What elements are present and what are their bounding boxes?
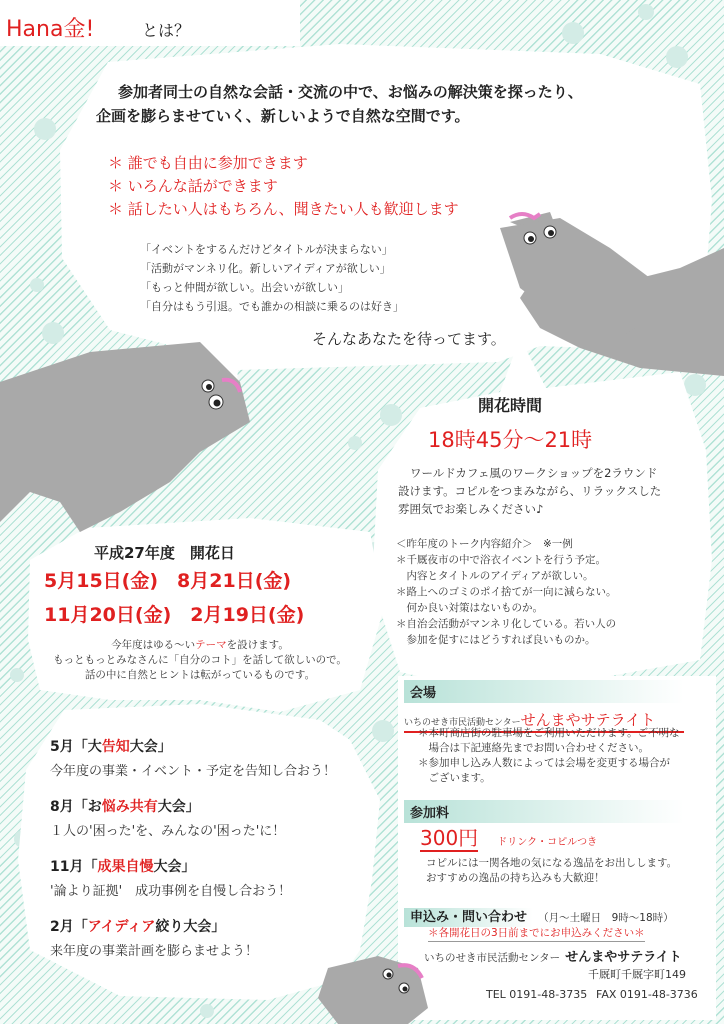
venue-note: ございます。 <box>418 772 491 784</box>
intro-line: 企画を膨らませていく、新しいようで自然な空間です。 <box>96 107 470 125</box>
quote-item: 「活動がマンネリ化。新しいアイディアが欲しい」 <box>140 262 391 275</box>
event-description: １人の'困った'を、みんなの'困った'に！ <box>50 824 286 839</box>
event-item <box>50 916 258 959</box>
venue-heading: 会場 <box>404 680 684 703</box>
venue-note: ＊本町商店街の駐車場をご利用いただけます。ご不明な <box>418 727 680 739</box>
event-title-post: 大会」 <box>157 799 200 815</box>
example-list <box>396 536 617 648</box>
event-item <box>50 856 291 899</box>
quote-item: 「もっと仲間が欲しい。出会いが欲しい」 <box>140 281 349 294</box>
fee-price-row <box>420 822 597 851</box>
event-item <box>50 736 336 779</box>
feature-item: ＊ いろんな話ができます <box>108 177 278 195</box>
opening-time-heading: 開花時間 <box>478 396 543 415</box>
schedule-dates-row: 5月15日(金) 8月21日(金) <box>44 570 292 592</box>
description-line: 雰囲気でお楽しみください♪ <box>398 502 544 516</box>
fee-note: ドリンク・コピルつき <box>497 837 598 848</box>
event-title-keyword: 成果自慢 <box>97 859 154 875</box>
contact-address: 千厩町千厩字町149 <box>588 968 686 981</box>
theme-line: 話の中に自然とヒントは転がっているものです。 <box>84 669 316 681</box>
fee-heading: 参加料 <box>404 800 684 823</box>
contact-deadline: ＊各開花日の3日前までにお申込みください＊ <box>428 926 645 942</box>
example-line: ＊自治会活動がマンネリ化している。若い人の <box>396 618 617 630</box>
example-line: ＊千厩夜市の中で浴衣イベントを行う予定。 <box>396 554 606 566</box>
contact-org-prefix: いちのせき市民活動センター <box>424 952 561 964</box>
page-title: Hana金! <box>6 17 95 42</box>
fee-price: 300円 <box>420 826 479 850</box>
opening-time: 18時45分〜21時 <box>428 428 593 452</box>
venue-prefix: いちのせき市民活動センター <box>404 718 521 728</box>
fish-mascot-bottom <box>318 948 428 1024</box>
workshop-description <box>398 464 698 518</box>
event-title-post: 大会」 <box>129 739 172 755</box>
contact-section <box>404 906 674 926</box>
example-line: ＜昨年度のトーク内容紹介＞ ※一例 <box>396 538 573 550</box>
contact-org <box>424 946 682 966</box>
contact-org-name: せんまやサテライト <box>565 950 682 965</box>
intro-line: 参加者同士の自然な会話・交流の中で、お悩みの解決策を探ったり、 <box>118 83 583 101</box>
quote-item: 「自分はもう引退。でも誰かの相談に乗るのは好き」 <box>140 300 404 313</box>
theme-line: もっともっとみなさんに「自分のコト」を話して欲しいので。 <box>53 654 347 666</box>
quote-item: 「イベントをするんだけどタイトルが決まらない」 <box>140 243 393 256</box>
feature-item: ＊ 話したい人はもちろん、聞きたい人も歓迎します <box>108 200 459 218</box>
theme-text-pre: 今年度はゆる〜い <box>111 639 196 651</box>
feature-item: ＊ 誰でも自由に参加できます <box>108 154 308 172</box>
event-description: 今年度の事業・イベント・予定を告知し合おう！ <box>50 764 337 779</box>
fish-mascot-right <box>500 208 724 378</box>
event-title-keyword: 告知 <box>101 739 130 755</box>
theme-text <box>50 638 350 683</box>
contact-tel: TEL 0191-48-3735 <box>486 988 588 1001</box>
event-description: '論より証拠' 成功事例を自慢し合おう！ <box>50 884 292 899</box>
example-line: 何か良い対策はないものか。 <box>396 602 543 614</box>
venue-note: 場合は下記連絡先までお問い合わせください。 <box>418 742 649 754</box>
event-description: 来年度の事業計画を膨らませよう！ <box>50 944 259 959</box>
event-title-keyword: アイディア <box>87 919 156 935</box>
fee-line: おすすめの逸品の持ち込みも大歓迎！ <box>426 872 605 884</box>
fish-mascot-left <box>0 342 260 542</box>
fee-line: コピルには一関各地の気になる逸品をお出しします。 <box>426 857 678 869</box>
venue-notes <box>418 726 680 786</box>
schedule-dates-row: 11月20日(金) 2月19日(金) <box>44 604 305 626</box>
venue-note: ＊参加申し込み人数によっては会場を変更する場合が <box>418 757 670 769</box>
event-title-pre: 2月「 <box>50 919 88 935</box>
description-line: 設けます。コピルをつまみながら、リラックスした <box>398 484 662 498</box>
event-title-keyword: 悩み共有 <box>101 799 158 815</box>
example-line: ＊路上へのゴミのポイ捨てが一向に減らない。 <box>396 586 617 598</box>
description-line: ワールドカフェ風のワークショップを2ラウンド <box>410 466 658 480</box>
example-line: 内容とタイトルのアイディアが欲しい。 <box>396 570 594 582</box>
feature-list <box>108 152 459 221</box>
fee-description <box>426 856 677 886</box>
fee-section <box>404 800 684 823</box>
contact-hours: （月〜土曜日 9時〜18時） <box>538 912 674 924</box>
theme-text-post: を設けます。 <box>226 639 289 651</box>
contact-fax: FAX 0191-48-3736 <box>596 988 698 1001</box>
waiting-text: そんなあなたを待ってます。 <box>312 330 506 348</box>
venue-name: せんまやサテライト <box>520 711 656 729</box>
schedule-heading: 平成27年度 開花日 <box>94 544 235 562</box>
event-title-post: 絞り大会」 <box>155 919 226 935</box>
event-title-post: 大会」 <box>153 859 196 875</box>
page-title-suffix: とは？ <box>142 21 191 40</box>
event-item <box>50 796 285 839</box>
event-title-pre: 11月「 <box>50 859 98 875</box>
intro-text <box>96 80 696 128</box>
example-line: 参加を促すにはどうすれば良いものか。 <box>396 634 596 646</box>
event-title-pre: 8月「お <box>50 799 102 815</box>
contact-heading: 申込み・問い合わせ <box>404 908 533 927</box>
theme-keyword: テーマ <box>195 639 227 651</box>
event-title-pre: 5月「大 <box>50 739 102 755</box>
quote-list <box>140 240 404 316</box>
